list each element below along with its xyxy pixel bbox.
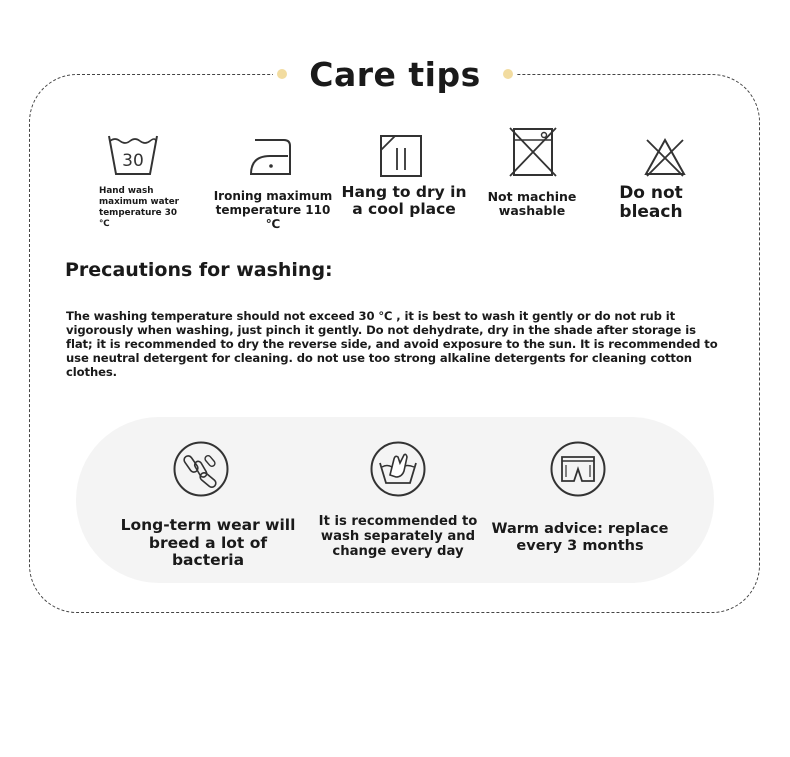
care-label-no-machine-wash: Not machine washable xyxy=(487,189,577,218)
tip-label-bacteria: Long-term wear will breed a lot of bacteria xyxy=(120,516,296,569)
title-bar xyxy=(0,50,790,98)
care-label-no-bleach: Do not bleach xyxy=(619,183,683,222)
care-label-hang-dry: Hang to dry in a cool place xyxy=(341,183,467,218)
iron-icon xyxy=(248,134,294,178)
tip-label-wash-separately: It is recommended to wash separately and change every day xyxy=(318,514,478,559)
hang-dry-shade-icon xyxy=(379,134,423,178)
no-bleach-icon xyxy=(643,136,687,178)
care-label-hand-wash: Hand wash maximum water temperature 30 ℃ xyxy=(99,186,180,229)
no-machine-wash-icon xyxy=(508,126,558,178)
svg-text:30: 30 xyxy=(122,151,144,171)
underwear-icon xyxy=(550,441,606,497)
hand-wash-30-icon xyxy=(104,132,162,178)
hand-washing-icon xyxy=(370,441,426,497)
tip-label-replace: Warm advice: replace every 3 months xyxy=(491,521,669,554)
title-dot-left xyxy=(277,69,287,79)
care-label-iron: Ironing maximum temperature 110 ℃ xyxy=(213,189,333,231)
page-title: Care tips xyxy=(309,54,481,94)
title-dot-right xyxy=(503,69,513,79)
precautions-text: The washing temperature should not exceed 30 ℃ , it is best to wash it gently or do not rub it vigorously when washing, just pinch it gently. Do not dehydrate, dry in the shade after storage is flat; it is recommended to dry the reverse side, and avoid exposure to the sun. It is recommended to use neutral detergent for cleaning. do not use too strong alkaline detergents for cleaning cotton clothes. xyxy=(66,309,718,379)
bacteria-icon xyxy=(173,441,229,497)
precautions-heading: Precautions for washing: xyxy=(65,259,333,281)
